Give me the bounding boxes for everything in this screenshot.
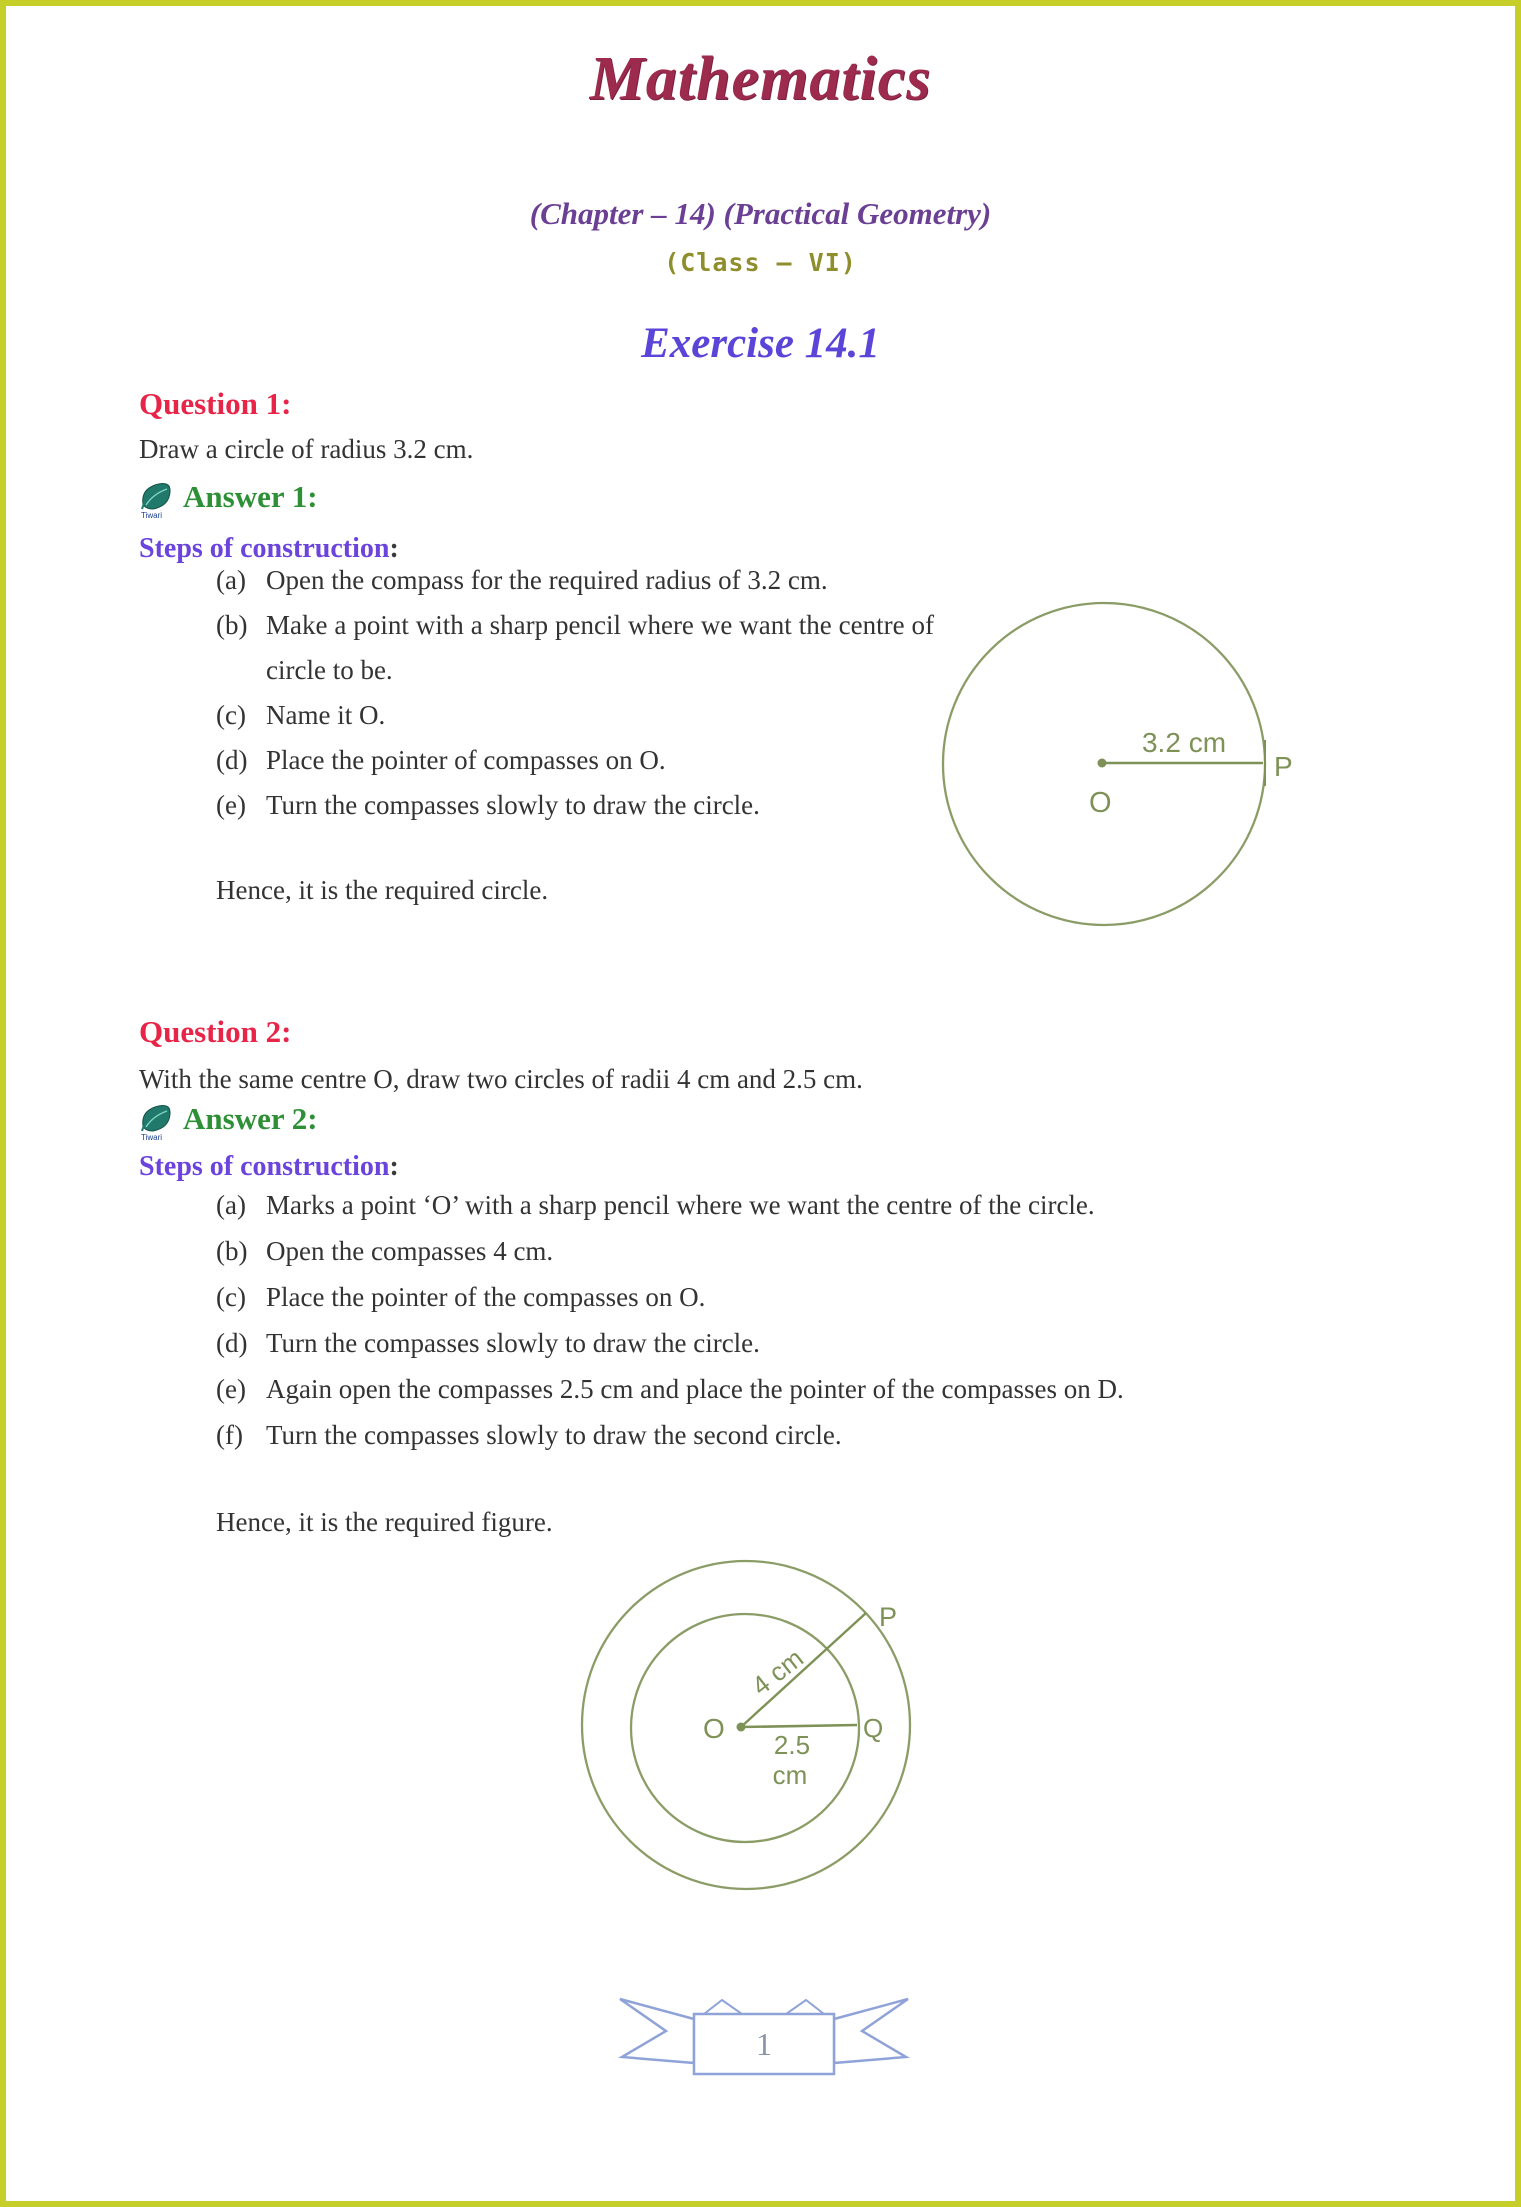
- step-item: [216, 1320, 1466, 1366]
- step-label: (b): [216, 1236, 248, 1266]
- step-text: Again open the compasses 2.5 cm and place the pointer of the compasses on D.: [266, 1374, 1124, 1404]
- step-text: Place the pointer of the compasses on O.: [266, 1282, 706, 1312]
- steps-heading-2: [139, 1151, 399, 1183]
- exercise-title: Exercise 14.1: [641, 320, 880, 367]
- question1-heading: Question 1:: [139, 386, 292, 421]
- step-text: Marks a point ‘O’ with a sharp pencil where we want the centre of the circle.: [266, 1190, 1095, 1220]
- center-label: O: [703, 1713, 725, 1744]
- step-label: (f): [216, 1420, 243, 1450]
- step-label: (a): [216, 565, 246, 595]
- question1-text: Draw a circle of radius 3.2 cm.: [139, 434, 474, 464]
- answer2-heading: Answer 2:: [183, 1101, 318, 1136]
- step-text: Turn the compasses slowly to draw the circle.: [266, 1328, 760, 1358]
- point-p-label: P: [1274, 751, 1293, 782]
- center-point: [1098, 759, 1107, 768]
- ribbon-right-tail: [834, 1999, 908, 2063]
- center-label: O: [1089, 787, 1112, 819]
- steps-heading-2-colon: :: [389, 1151, 399, 1182]
- answer1-row: [139, 480, 318, 520]
- step-item: [216, 1182, 1466, 1228]
- inner-radius-line: [741, 1725, 857, 1727]
- tiwari-academy-logo-icon: [139, 1104, 173, 1142]
- question2-heading: Question 2:: [139, 1014, 292, 1049]
- step-label: (a): [216, 1190, 246, 1220]
- page-number: 1: [756, 2026, 772, 2062]
- step-text: Open the compasses 4 cm.: [266, 1236, 554, 1266]
- step-label: (b): [216, 610, 248, 640]
- inner-radius-value-label: 2.5: [773, 1730, 811, 1760]
- tiwari-academy-logo-icon: [139, 482, 173, 520]
- inner-radius-unit-label: cm: [772, 1760, 808, 1790]
- step-label: (c): [216, 1282, 246, 1312]
- point-p-label: P: [879, 1602, 898, 1632]
- figure-concentric-circles-q2: [561, 1551, 941, 1901]
- step-item: [216, 1366, 1466, 1412]
- class-subtitle: (Class – VI): [664, 248, 857, 277]
- step-text: Turn the compasses slowly to draw the circle.: [266, 790, 760, 820]
- step-label: (d): [216, 745, 248, 775]
- step-label: (e): [216, 790, 246, 820]
- step-item: [216, 1274, 1466, 1320]
- logo-wordmark: Tiwari: [141, 1133, 163, 1142]
- point-q-label: Q: [863, 1713, 884, 1743]
- page-title: Mathematics: [589, 45, 932, 113]
- answer2-row: [139, 1102, 318, 1142]
- outer-radius-label: 4 cm: [746, 1642, 809, 1702]
- steps-list-2: [216, 1182, 1466, 1458]
- conclusion-2: Hence, it is the required figure.: [216, 1507, 553, 1537]
- step-text: Place the pointer of compasses on O.: [266, 745, 666, 775]
- step-text: Name it O.: [266, 700, 386, 730]
- page-number-ribbon: [604, 1991, 924, 2086]
- steps-heading-1-text: Steps of construction: [139, 533, 390, 564]
- answer1-heading: Answer 1:: [183, 479, 318, 514]
- step-text: Turn the compasses slowly to draw the second circle.: [266, 1420, 842, 1450]
- steps-heading-1-colon: :: [389, 533, 399, 564]
- logo-wordmark: Tiwari: [141, 511, 163, 520]
- step-item: [216, 1412, 1466, 1458]
- steps-heading-2-text: Steps of construction: [139, 1151, 390, 1182]
- step-label: (d): [216, 1328, 248, 1358]
- step-label: (e): [216, 1374, 246, 1404]
- step-item: [216, 1228, 1466, 1274]
- conclusion-1: Hence, it is the required circle.: [216, 875, 549, 905]
- figure-circle-q1: [936, 584, 1306, 954]
- step-text: Open the compass for the required radius of 3.2 cm.: [266, 565, 828, 595]
- step-text: Make a point with a sharp pencil where we want the centre of circle to be.: [266, 610, 934, 685]
- ribbon-right-fold: [786, 2000, 824, 2014]
- step-label: (c): [216, 700, 246, 730]
- ribbon-left-fold: [704, 2000, 742, 2014]
- chapter-subtitle: (Chapter – 14) (Practical Geometry): [529, 196, 992, 231]
- question2-text: With the same centre O, draw two circles of radii 4 cm and 2.5 cm.: [139, 1064, 863, 1094]
- radius-label: 3.2 cm: [1141, 727, 1227, 758]
- ribbon-left-tail: [620, 1999, 694, 2063]
